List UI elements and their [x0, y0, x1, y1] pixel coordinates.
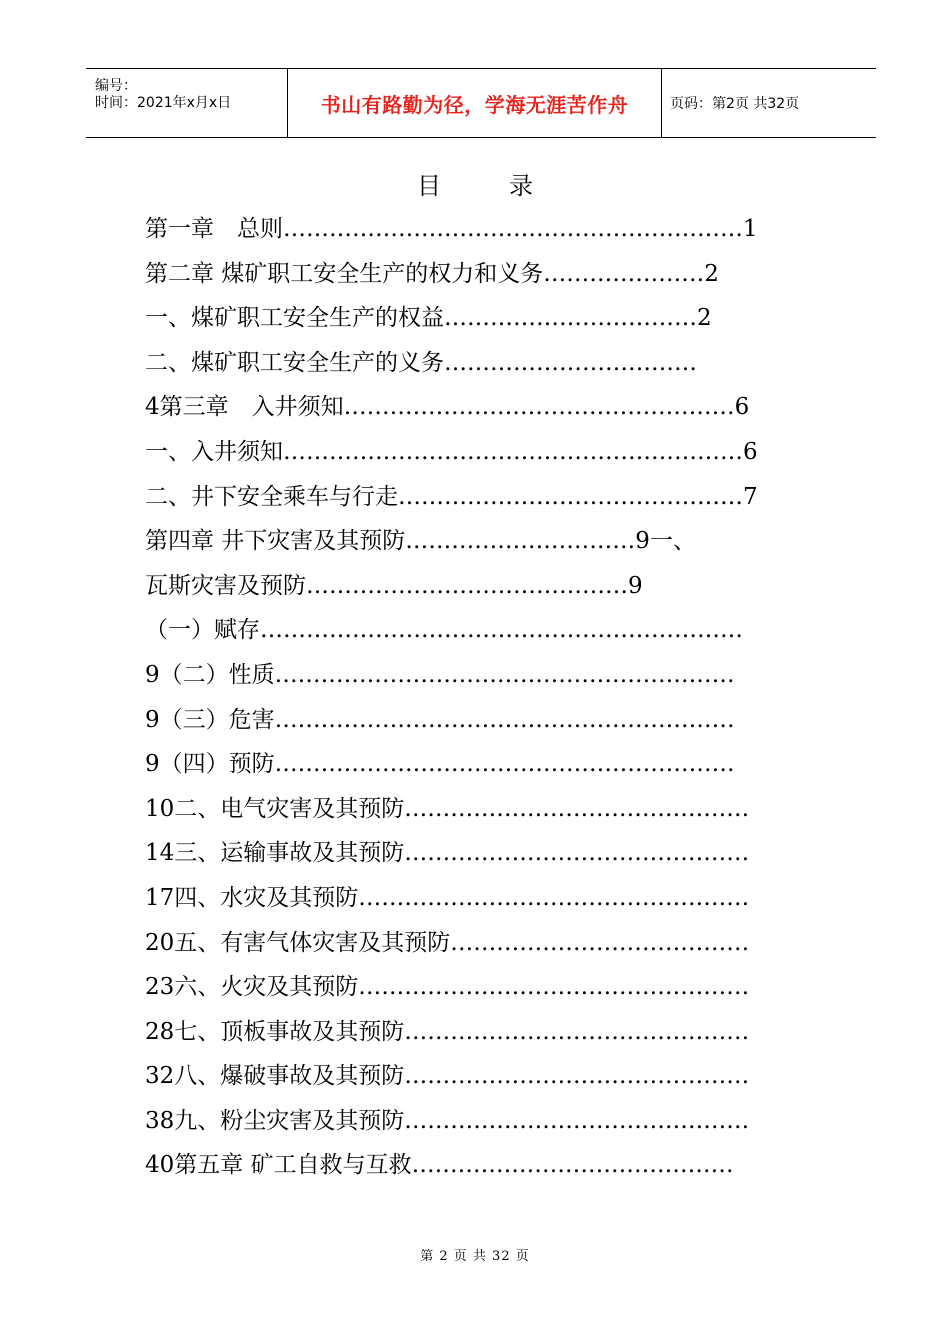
- toc-entry: 23六、火灾及其预防……………………………………………: [145, 974, 750, 1001]
- toc-entry: 9（三）危害……………………………………………………: [145, 706, 735, 733]
- table-of-contents: [145, 207, 825, 1188]
- toc-entry: 第一章 总则……………………………………………………1: [145, 216, 758, 242]
- document-number-label: 编号：: [95, 78, 137, 94]
- toc-entry: 第四章 井下灾害及其预防…………………………9一、: [145, 528, 696, 555]
- toc-entry: 14三、运输事故及其预防………………………………………: [145, 840, 750, 867]
- toc-entry: 二、井下安全乘车与行走………………………………………7: [145, 483, 758, 510]
- toc-entry: 一、入井须知……………………………………………………6: [145, 438, 758, 465]
- toc-entry: 一、煤矿职工安全生产的权益……………………………2: [145, 305, 712, 332]
- toc-entry: 38九、粉尘灾害及其预防………………………………………: [145, 1107, 750, 1134]
- page-footer: 第 2 页 共 32 页: [420, 1249, 530, 1264]
- toc-entry: 17四、水灾及其预防……………………………………………: [145, 884, 750, 911]
- toc-entry: 瓦斯灾害及预防……………………………………9: [145, 572, 643, 599]
- toc-entry: 10二、电气灾害及其预防………………………………………: [145, 795, 750, 822]
- toc-entry: 9（四）预防……………………………………………………: [145, 751, 735, 778]
- header-page-cell: [662, 69, 876, 137]
- header-meta-cell: [86, 69, 288, 137]
- toc-entry: 二、煤矿职工安全生产的义务……………………………: [145, 349, 697, 376]
- toc-entry: （一）赋存………………………………………………………: [145, 617, 743, 644]
- toc-entry: 4第三章 入井须知……………………………………………6: [145, 394, 750, 421]
- toc-entry: 9（二）性质……………………………………………………: [145, 661, 735, 688]
- toc-entry: 40第五章 矿工自救与互救……………………………………: [145, 1152, 734, 1179]
- toc-entry: 32八、爆破事故及其预防………………………………………: [145, 1063, 750, 1090]
- document-header: [86, 68, 876, 138]
- toc-entry: 28七、顶板事故及其预防………………………………………: [145, 1018, 750, 1045]
- document-date-label: 时间：2021年x月x日: [95, 95, 232, 111]
- toc-entry: 20五、有害气体灾害及其预防…………………………………: [145, 929, 750, 956]
- toc-title: 目录: [417, 172, 601, 200]
- header-motto-cell: [288, 69, 662, 137]
- toc-entry: 第二章 煤矿职工安全生产的权力和义务…………………2: [145, 260, 719, 287]
- header-motto: 书山有路勤为径，学海无涯苦作舟: [320, 92, 629, 117]
- header-page-info: 页码：第2页 共32页: [670, 96, 800, 112]
